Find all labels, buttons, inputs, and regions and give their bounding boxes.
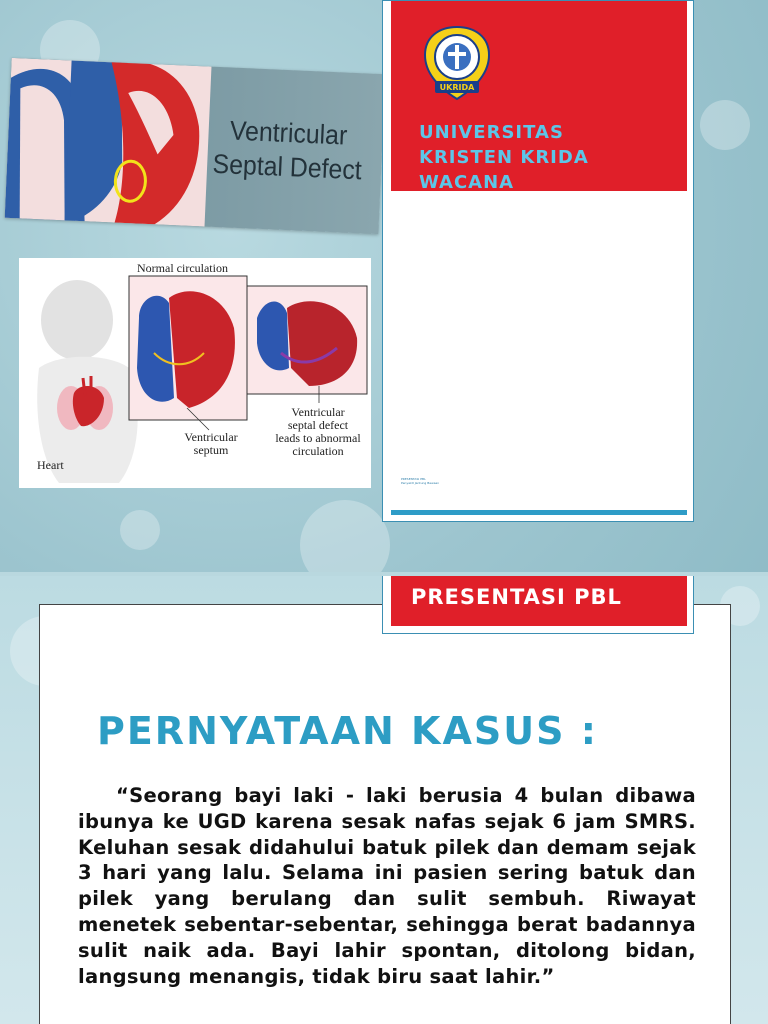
tiny-caption (401, 477, 439, 485)
university-header (391, 1, 687, 191)
septal-defect-label (265, 406, 371, 458)
university-panel (382, 0, 694, 522)
bokeh-dot (700, 100, 750, 150)
case-title: PERNYATAAN KASUS : (97, 709, 598, 753)
heart-label: Heart (37, 458, 64, 472)
presentation-label-box (382, 576, 694, 634)
case-description: “Seorang bayi laki - laki berusia 4 bulan dibawa ibunya ke UGD karena sesak nafas sejak 6 jam SMRS. Keluhan sesak didahului batuk pilek dan demam sejak 3 hari yang lalu. Selama ini pasien sering batuk dan pilek yang berulang dan sulit sembuh. Riwayat menetek sebentar-sebentar, sehingga berat badannya sulit naik ada. Bayi lahir spontan, ditolong bidan, langsung menangis, tidak biru saat lahir.” (78, 784, 696, 988)
normal-circulation-label: Normal circulation (137, 261, 228, 275)
defect-label-line-4: circulation (292, 444, 344, 458)
university-name-line-2: KRISTEN KRIDA (419, 147, 589, 168)
bokeh-dot (300, 500, 390, 572)
university-name-line-3: WACANA (419, 172, 515, 193)
septum-label (171, 431, 251, 457)
vsd-banner-image (5, 58, 386, 234)
septum-label-line-1: Ventricular (184, 430, 238, 444)
baby-head (41, 280, 113, 360)
vsd-banner-title (204, 112, 372, 187)
vsd-title-line-1: Ventricular (229, 115, 348, 151)
bokeh-dot (120, 510, 160, 550)
university-name (419, 120, 639, 195)
tiny-caption-line-1: PRESENTASI PBL (401, 477, 426, 481)
septum-label-line-2: septum (193, 443, 229, 457)
tiny-caption-line-2: Penyakit Jantung Bawaan (401, 481, 440, 485)
presentation-label: PRESENTASI PBL (391, 576, 687, 626)
ukrida-logo (417, 23, 497, 103)
logo-caption: UKRIDA (439, 83, 475, 92)
vsd-title-line-2: Septal Defect (212, 148, 363, 186)
circulation-figure (19, 258, 371, 488)
defect-label-line-3: leads to abnormal (275, 431, 361, 445)
university-name-line-1: UNIVERSITAS (419, 122, 564, 143)
defect-label-line-2: septal defect (287, 418, 349, 432)
panel-divider (391, 510, 687, 515)
defect-label-line-1: Ventricular (291, 405, 345, 419)
slide-2 (0, 576, 768, 1024)
